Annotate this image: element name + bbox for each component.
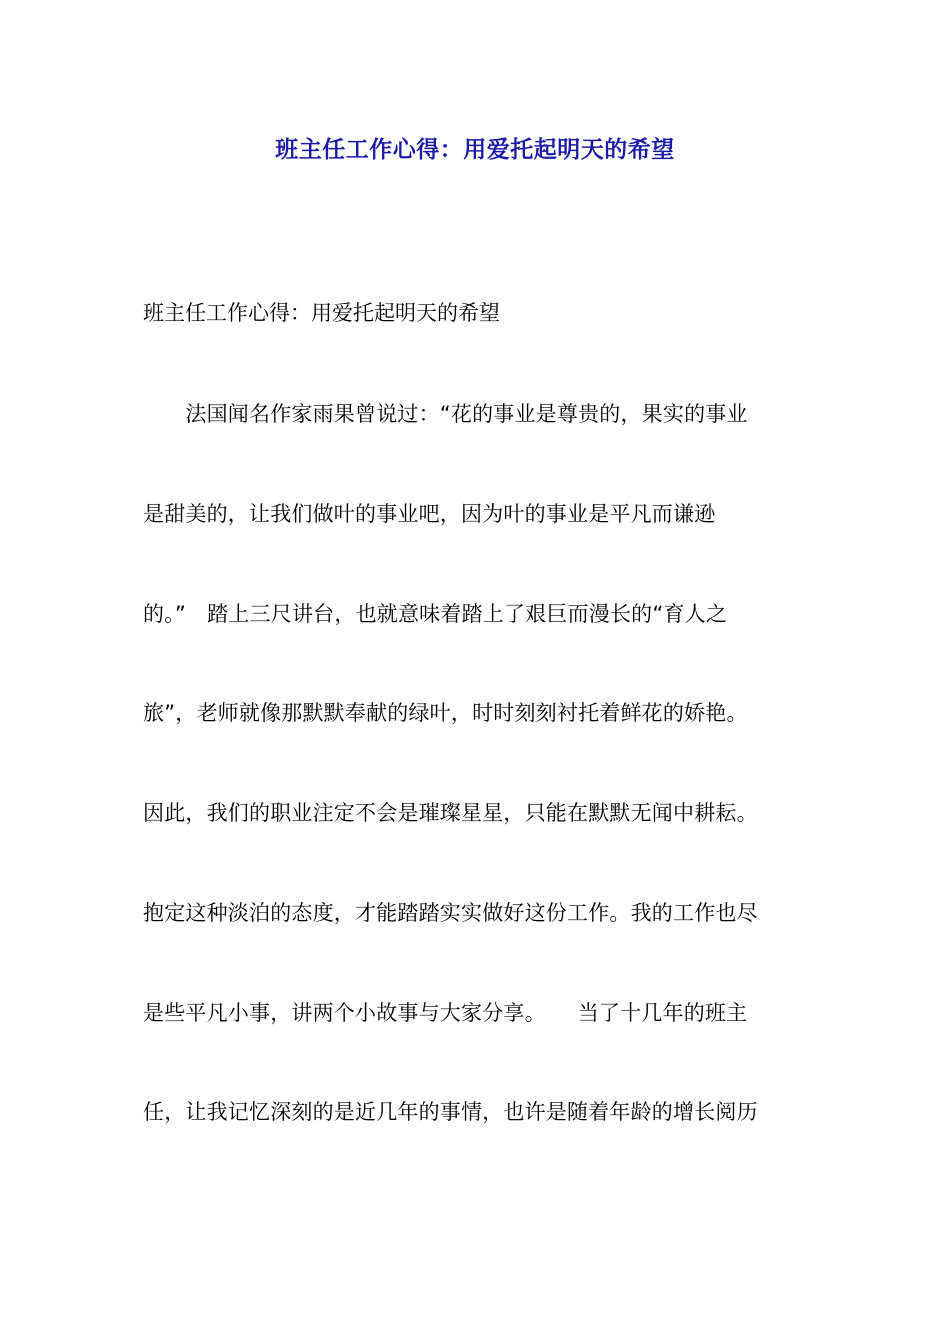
document-subtitle: 班主任工作心得：用爱托起明天的希望 [143, 301, 500, 325]
body-line-8: 任，让我记忆深刻的是近几年的事情，也许是随着年龄的增长阅历 [143, 1100, 758, 1124]
body-line-6: 抱定这种淡泊的态度，才能踏踏实实做好这份工作。我的工作也尽 [143, 901, 758, 925]
body-line-7: 是些平凡小事，讲两个小故事与大家分享。 当了十几年的班主 [143, 1001, 748, 1025]
body-line-5: 因此，我们的职业注定不会是璀璨星星，只能在默默无闻中耕耘。 [143, 801, 758, 825]
body-line-4: 旅”，老师就像那默默奉献的绿叶，时时刻刻衬托着鲜花的娇艳。 [143, 701, 748, 725]
body-line-3: 的。” 踏上三尺讲台，也就意味着踏上了艰巨而漫长的“育人之 [143, 602, 728, 626]
body-line-2: 是甜美的，让我们做叶的事业吧，因为叶的事业是平凡而谦逊 [143, 502, 716, 526]
body-line-1: 法国闻名作家雨果曾说过：“花的事业是尊贵的，果实的事业 [143, 402, 748, 426]
document-title: 班主任工作心得：用爱托起明天的希望 [275, 137, 675, 163]
